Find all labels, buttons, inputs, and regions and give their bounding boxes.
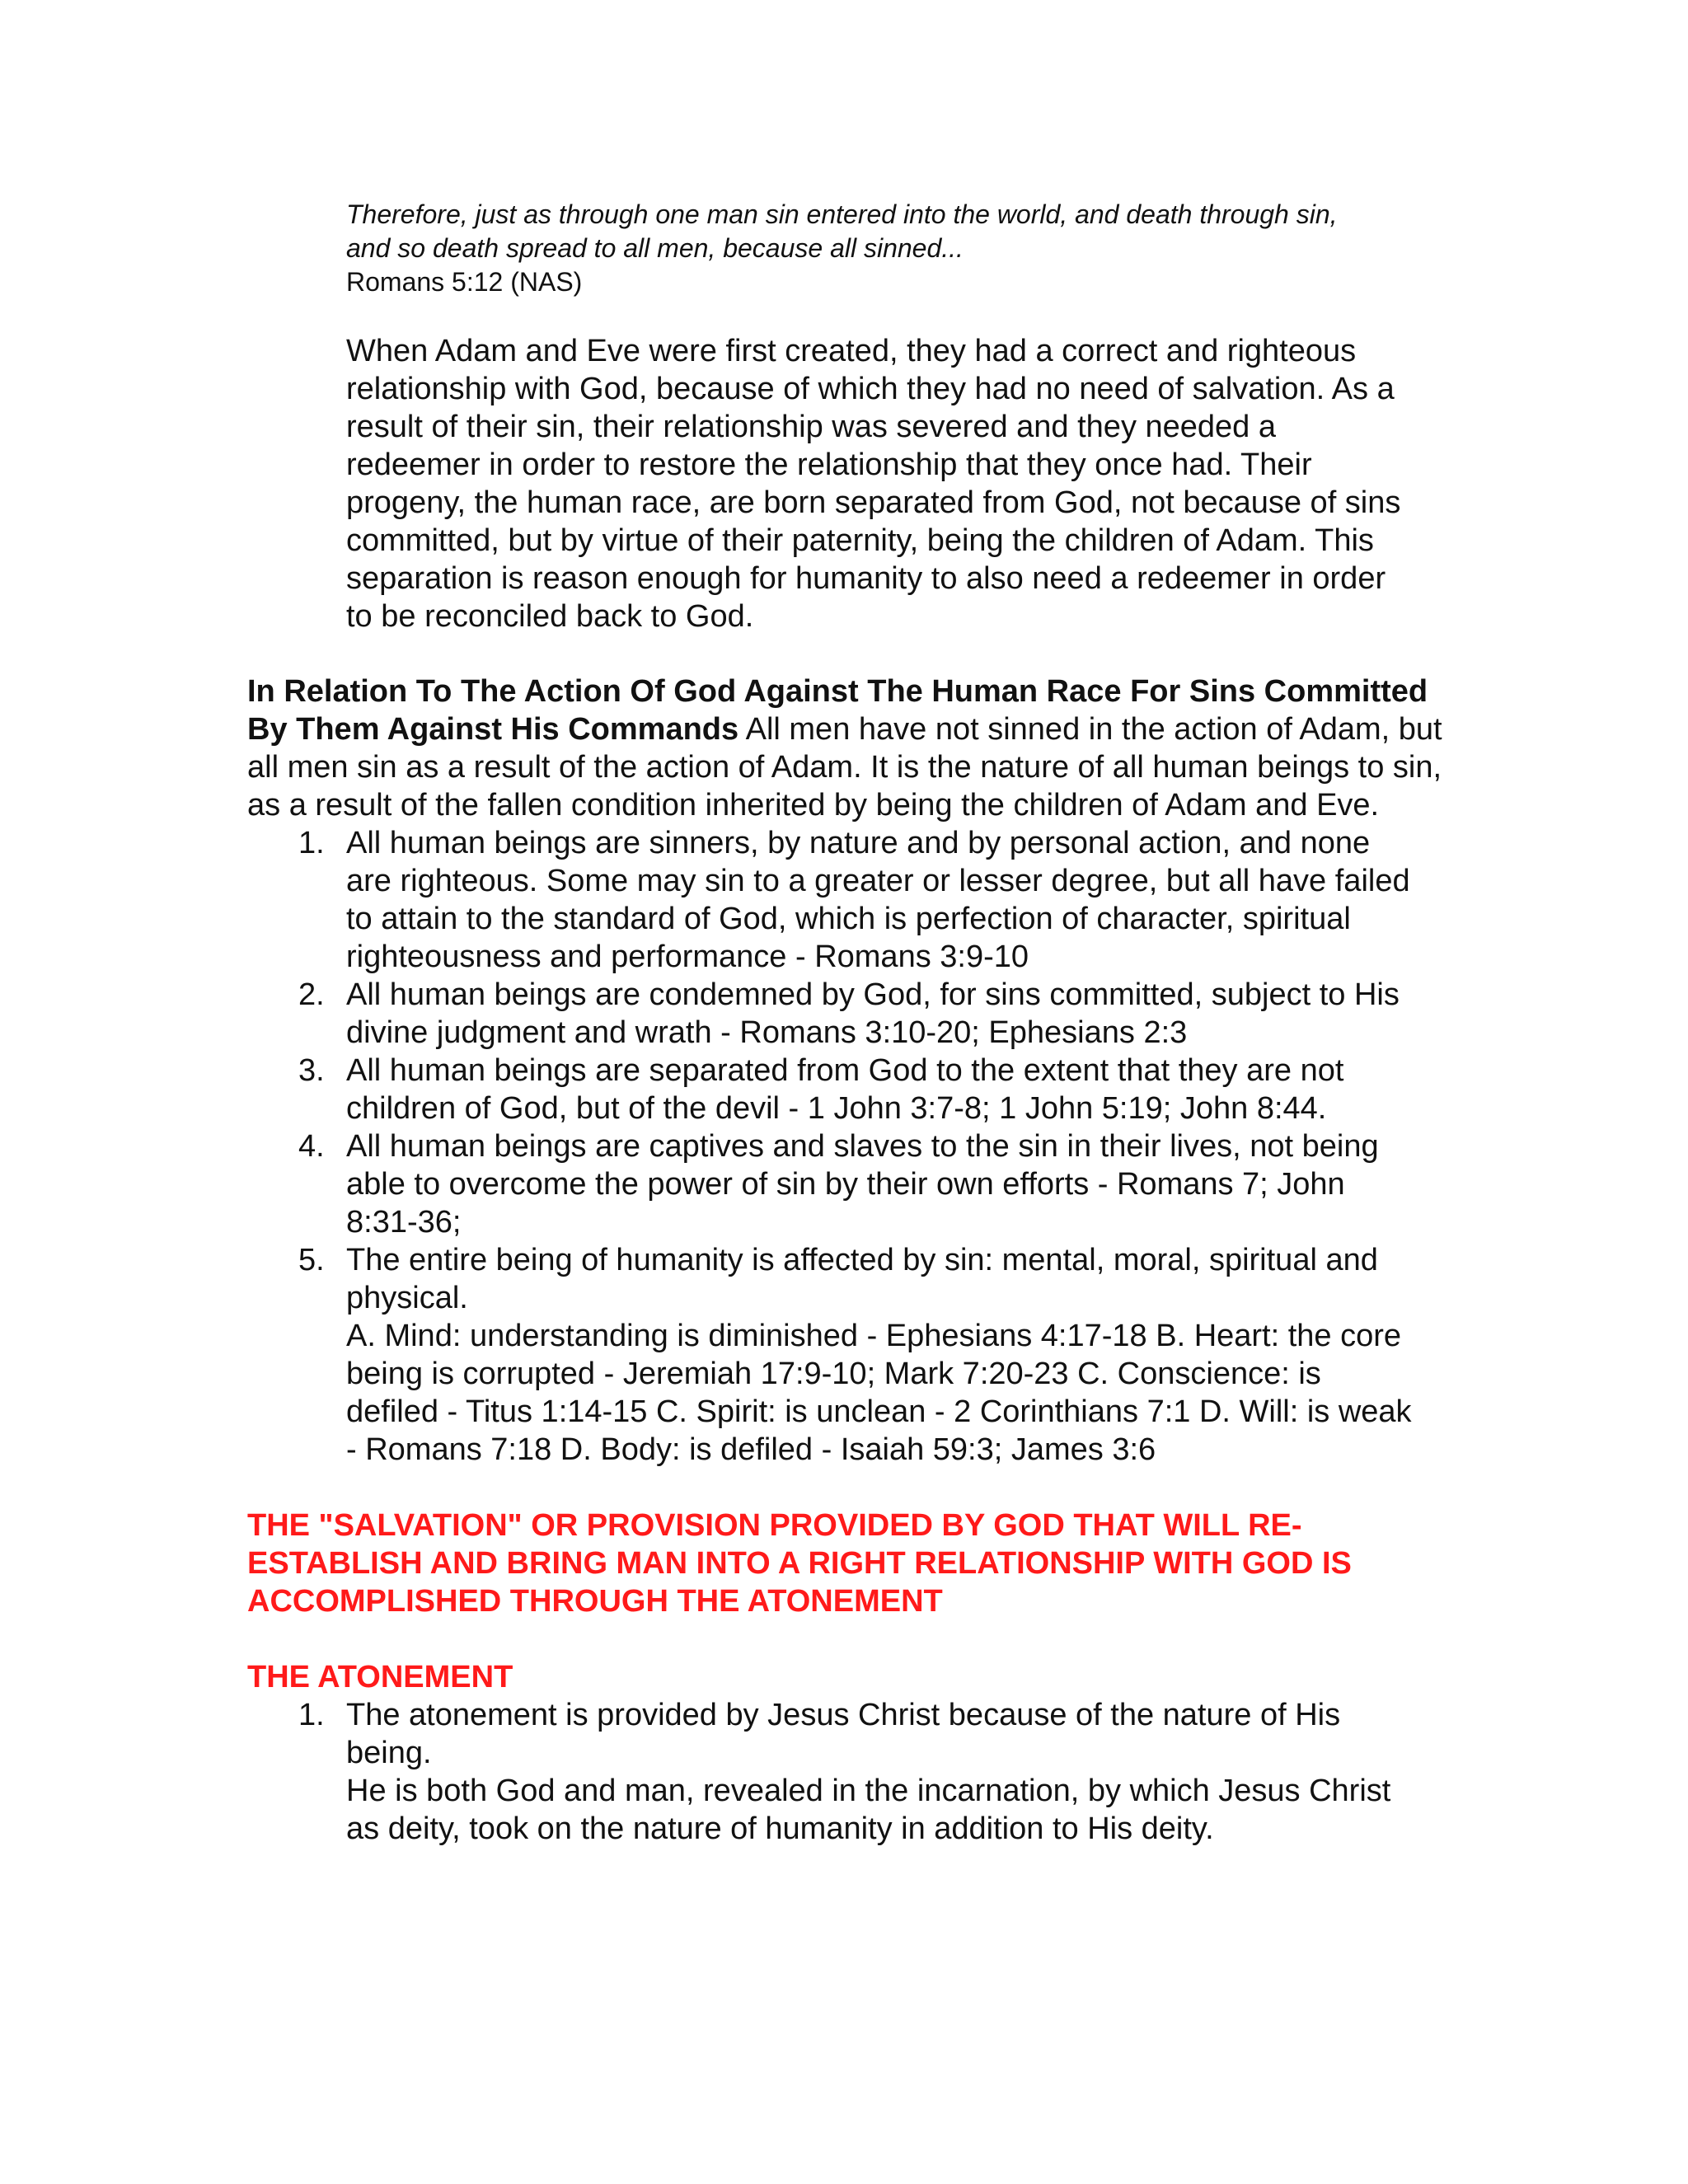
list-item <box>247 1241 1418 1469</box>
intro-paragraph: When Adam and Eve were first created, they had a correct and righteous relationship with God, because of which they had no need of salvation. As a result of their sin, their relationship was severed and they needed a redeemer in order to restore the relationship that they once had. Their progeny, the human race, are born separated from God, not because of sins committed, but by virtue of their paternity, being the children of Adam. This separation is reason enough for humanity to also need a redeemer in order to be reconciled back to God. <box>346 334 1401 634</box>
list-item <box>247 1127 1418 1241</box>
list-item-text: All human beings are sinners, by nature and by personal action, and none are righteous. Some may sin to a greater or lesser degree, but all have failed to attain to the standard of God, which is perfection of character, spiritual righteousness and performance - Romans 3:9-10 <box>346 826 1410 974</box>
atonement-heading: THE ATONEMENT <box>247 1660 513 1694</box>
list-item-number: 1. <box>298 1698 325 1732</box>
list-item-text: The atonement is provided by Jesus Christ because of the nature of His being. <box>346 1698 1341 1770</box>
list-item-number: 2. <box>298 977 325 1012</box>
quote-line-2: and so death spread to all men, because all sinned... <box>346 233 964 263</box>
list-item-text: All human beings are condemned by God, for sins committed, subject to His divine judgment and wrath - Romans 3:10-20; Ephesians 2:3 <box>346 977 1400 1050</box>
section-body-text: All men have not sinned in the action of Adam, but all men sin as a result of the action of Adam. It is the nature of all human beings to sin, as a result of the fallen condition inherited by being the children of Adam and Eve. <box>247 712 1442 823</box>
section-lead-heading: In Relation To The Action Of God Against The Human Race For Sins Committed By Them Against His Commands <box>247 674 1428 747</box>
list-item-text: All human beings are captives and slaves to the sin in their lives, not being able to overcome the power of sin by their own efforts - Romans 7; John 8:31-36; <box>346 1129 1379 1240</box>
list-item <box>247 1696 1418 1848</box>
list-item-subtext: He is both God and man, revealed in the incarnation, by which Jesus Christ as deity, took on the nature of humanity in addition to His deity. <box>346 1774 1391 1846</box>
atonement-list <box>247 1696 1451 1848</box>
section-relation-paragraph <box>247 673 1451 824</box>
list-item <box>247 824 1418 976</box>
list-item-text: The entire being of humanity is affected by sin: mental, moral, spiritual and physical. <box>346 1243 1378 1315</box>
sin-effects-list <box>247 824 1451 1469</box>
scripture-quote <box>346 198 1451 299</box>
list-item-number: 5. <box>298 1243 325 1277</box>
salvation-heading: THE "SALVATION" OR PROVISION PROVIDED BY GOD THAT WILL RE-ESTABLISH AND BRING MAN INTO A RIGHT RELATIONSHIP WITH GOD IS ACCOMPLISHED THROUGH THE ATONEMENT <box>247 1508 1352 1619</box>
quote-line-1: Therefore, just as through one man sin entered into the world, and death through sin, <box>346 199 1338 229</box>
quote-text <box>346 198 1451 265</box>
quote-citation: Romans 5:12 (NAS) <box>346 267 583 297</box>
document-page <box>247 198 1451 1848</box>
list-item-text: All human beings are separated from God to the extent that they are not children of God, but of the devil - 1 John 3:7-8; 1 John 5:19; John 8:44. <box>346 1053 1344 1126</box>
list-item <box>247 1052 1418 1127</box>
list-item-number: 1. <box>298 826 325 860</box>
list-item-number: 4. <box>298 1129 325 1164</box>
list-item-number: 3. <box>298 1053 325 1088</box>
list-item <box>247 976 1418 1052</box>
list-item-subtext: A. Mind: understanding is diminished - Ephesians 4:17-18 B. Heart: the core being is corrupted - Jeremiah 17:9-10; Mark 7:20-23 C. Conscience: is defiled - Titus 1:14-15 C. Spirit: is unclean - 2 Corinthians 7:1 D. Will: is weak - Romans 7:18 D. Body: is defiled - Isaiah 59:3; James 3:6 <box>346 1319 1412 1467</box>
